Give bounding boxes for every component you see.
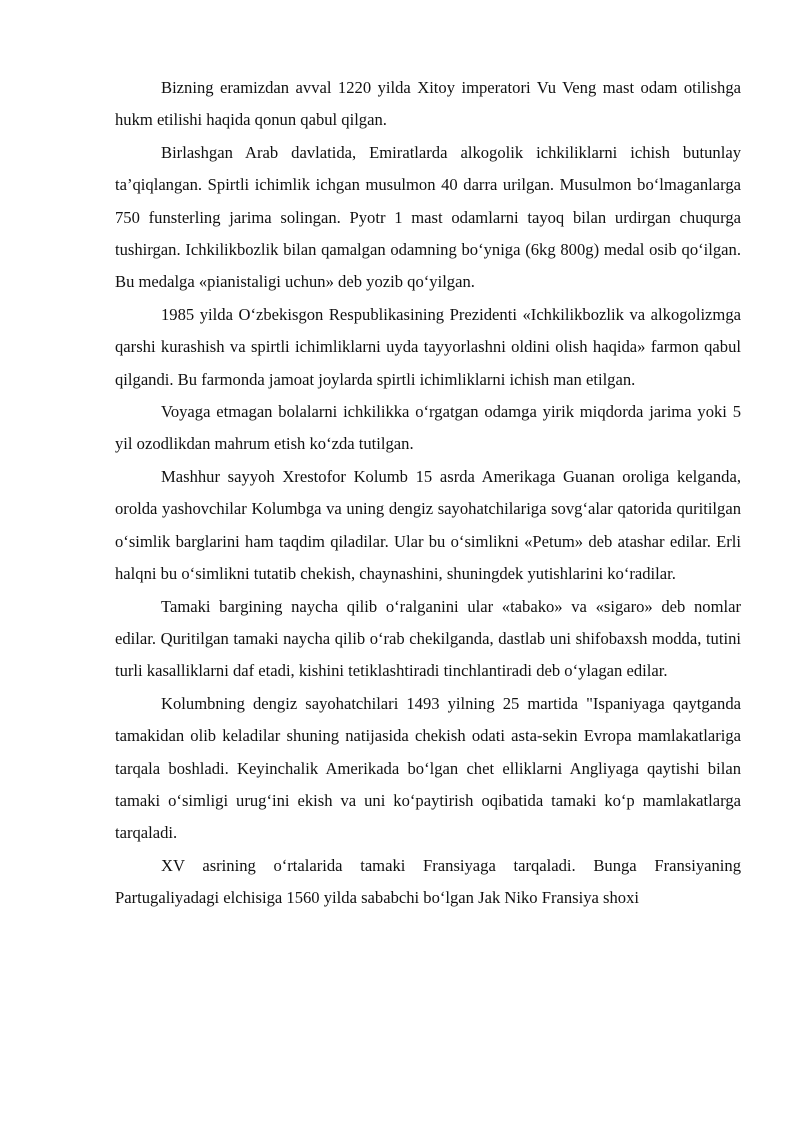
paragraph: Tamaki bargining naycha qilib o‘ralganini ular «tabako» va «sigaro» deb nomlar edilar. Quritilgan tamaki naycha qilib o‘rab chekilganda, dastlab uni shifobaxsh modda, tutini turli kasalliklarni daf etadi, kishini tetiklashtiradi tinchlantiradi deb o‘ylagan edilar.	[115, 596, 741, 681]
document-page	[115, 72, 741, 915]
paragraph: Voyaga etmagan bolalarni ichkilikka o‘rgatgan odamga yirik miqdorda jarima yoki 5 yil ozodlikdan mahrum etish ko‘zda tutilgan.	[115, 402, 741, 454]
paragraph: 1985 yilda O‘zbekisgon Respublikasining Prezidenti «Ichkilikbozlik va alkogolizmga qarshi kurashish va spirtli ichimliklarni uyda tayyorlashni oldini olish haqida» farmon qabul qilgandi. Bu farmonda jamoat joylarda spirtli ichimliklarni ichish man etilgan.	[115, 304, 741, 389]
paragraph: Mashhur sayyoh Xrestofor Kolumb 15 asrda Amerikaga Guanan oroliga kelganda, orolda yashovchilar Kolumbga va uning dengiz sayohatchilariga sovg‘alar qatorida quritilgan o‘simlik barglarini ham taqdim qiladilar. Ular bu o‘simlikni «Petum» deb atashar edilar. Erli halqni bu o‘simlikni tutatib chekish, chaynashini, shuningdek yutishlarini ko‘radilar.	[115, 466, 741, 584]
paragraph: Kolumbning dengiz sayohatchilari 1493 yilning 25 martida "Ispaniyaga qaytganda tamakidan olib keladilar shuning natijasida chekish odati asta-sekin Evropa mamlakatlariga tarqala boshladi. Keyinchalik Amerikada bo‘lgan chet elliklarni Angliyaga qaytishi bilan tamaki o‘simligi urug‘ini ekish va uni ko‘paytirish oqibatida tamaki ko‘p mamlakatlarga tarqaladi.	[115, 693, 741, 843]
paragraph: Birlashgan Arab davlatida, Emiratlarda alkogolik ichkiliklarni ichish butunlay ta’qiqlangan. Spirtli ichimlik ichgan musulmon 40 darra urilgan. Musulmon bo‘lmaganlarga 750 funsterling jarima solingan. Pyotr 1 mast odamlarni tayoq bilan urdirgan chuqurga tushirgan. Ichkilikbozlik bilan qamalgan odamning bo‘yniga (6kg 800g) medal osib qo‘ilgan. Bu medalga «pianistaligi uchun» deb yozib qo‘yilgan.	[115, 142, 741, 292]
paragraph: XV asrining o‘rtalarida tamaki Fransiyaga tarqaladi. Bunga Fransiyaning Partugaliyadagi elchisiga 1560 yilda sababchi bo‘lgan Jak Niko Fransiya shoxi	[115, 855, 741, 908]
paragraph: Bizning eramizdan avval 1220 yilda Xitoy imperatori Vu Veng mast odam otilishga hukm etilishi haqida qonun qabul qilgan.	[115, 78, 741, 130]
